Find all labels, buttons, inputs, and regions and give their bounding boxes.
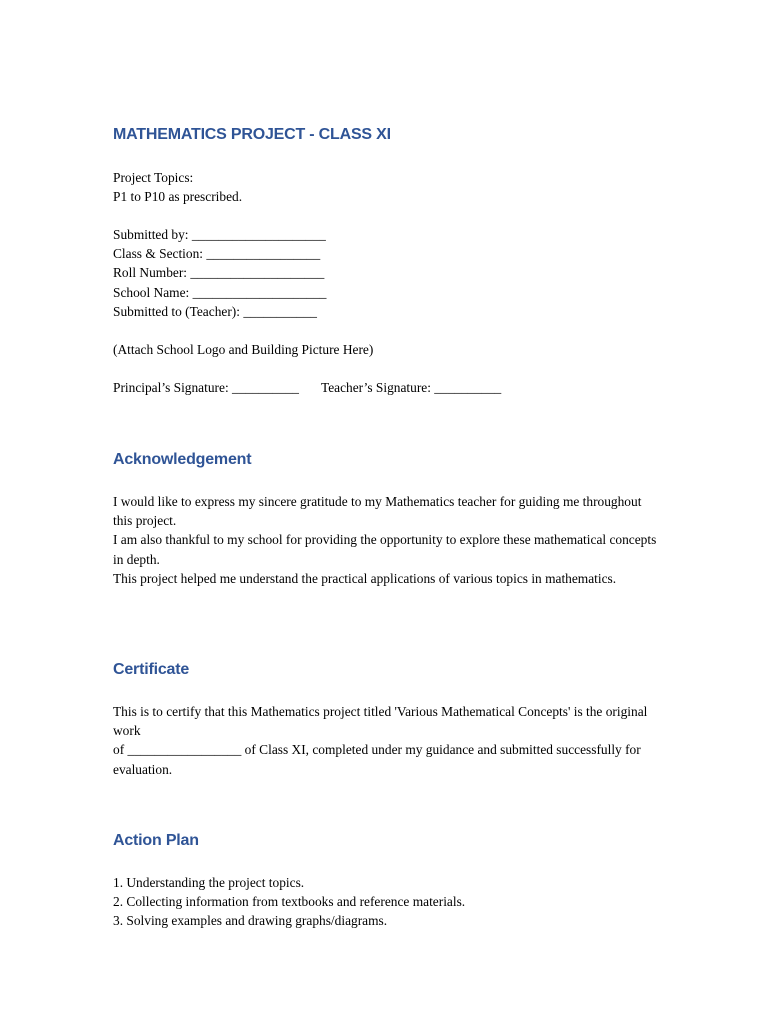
action-plan-item: 3. Solving examples and drawing graphs/diagrams. <box>113 913 388 929</box>
action-plan-item: 1. Understanding the project topics. <box>113 875 305 890</box>
field-school-name: School Name: ____________________ <box>113 284 327 300</box>
signature-row <box>113 378 501 397</box>
submission-fields <box>113 225 673 321</box>
attach-note-text: (Attach School Logo and Building Picture Here) <box>113 342 374 357</box>
field-roll-number: Roll Number: ____________________ <box>113 265 325 281</box>
project-topics-label: Project Topics: <box>113 170 194 185</box>
acknowledgement-body <box>113 492 663 588</box>
certificate-heading: Certificate <box>113 661 190 678</box>
field-class-section: Class & Section: _________________ <box>113 246 321 262</box>
field-submitted-to: Submitted to (Teacher): ___________ <box>113 303 317 319</box>
project-topics-value: P1 to P10 as prescribed. <box>113 189 243 205</box>
field-submitted-by: Submitted by: ____________________ <box>113 227 326 242</box>
action-plan-list <box>113 873 673 931</box>
acknowledgement-paragraph: I am also thankful to my school for providing the opportunity to explore these mathematical concepts in depth. <box>113 532 657 567</box>
principal-signature: Principal’s Signature: __________ <box>113 380 299 395</box>
certificate-body <box>113 702 658 779</box>
project-topics <box>113 168 673 206</box>
attach-note <box>113 340 673 359</box>
acknowledgement-paragraph: I would like to express my sincere gratitude to my Mathematics teacher for guiding me throughout this project. <box>113 494 642 529</box>
action-plan-heading: Action Plan <box>113 832 199 849</box>
teacher-signature: Teacher’s Signature: __________ <box>320 380 502 395</box>
acknowledgement-heading: Acknowledgement <box>113 451 252 468</box>
document-title: MATHEMATICS PROJECT - CLASS XI <box>113 126 391 143</box>
action-plan-item: 2. Collecting information from textbooks and reference materials. <box>113 894 466 910</box>
certificate-line: This is to certify that this Mathematics project titled 'Various Mathematical Concepts' is the original work <box>113 704 648 739</box>
acknowledgement-paragraph: This project helped me understand the practical applications of various topics in mathematics. <box>113 570 617 586</box>
certificate-line: of _________________ of Class XI, completed under my guidance and submitted successfully for evaluation. <box>113 742 641 777</box>
